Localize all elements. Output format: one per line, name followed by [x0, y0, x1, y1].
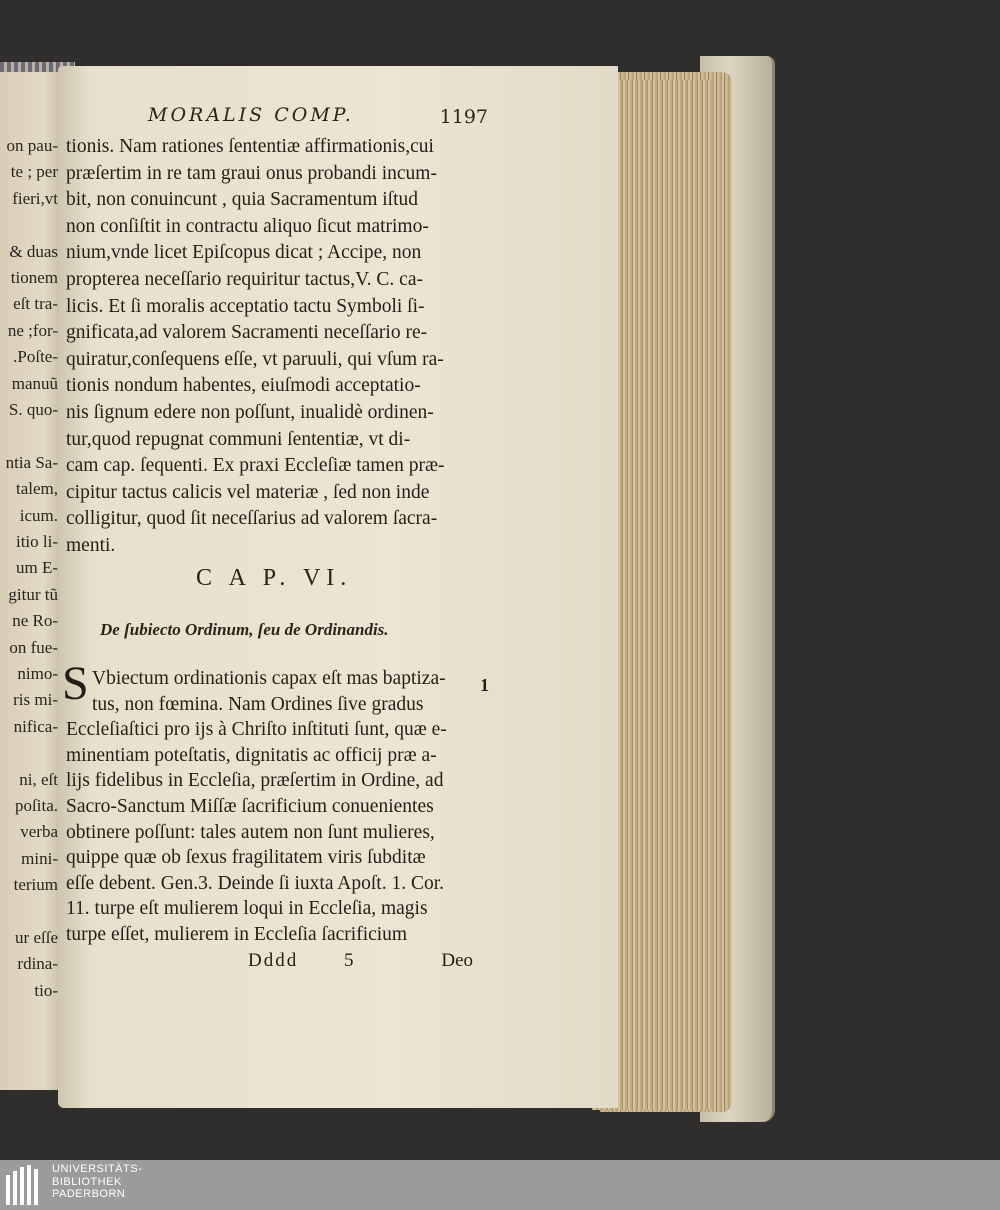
library-footer-bar: [0, 1160, 1000, 1210]
running-head: MORALIS COMP.: [148, 104, 354, 126]
left-page-line: terium: [13, 875, 58, 895]
left-page-line: verba: [20, 822, 58, 842]
left-page-line: manuũ: [11, 373, 58, 393]
text-line: quippe quæ ob ſexus fragilitatem viris ſubditæ: [66, 847, 426, 869]
signature-mark: Dddd: [248, 950, 299, 971]
page-number: 1197: [439, 106, 488, 128]
text-line: nis ſignum edere non poſſunt, inualidè ordinen-: [66, 401, 434, 423]
text-line: præſertim in re tam graui onus probandi incum-: [66, 162, 437, 184]
library-name-line: PADERBORN: [52, 1188, 126, 1200]
text-line: colligitur, quod ſit neceſſarius ad valorem ſacra-: [66, 508, 438, 530]
left-page-line: ntia Sa-: [5, 452, 58, 472]
text-line: Sacro-Sanctum Miſſæ ſacrificium conuenientes: [66, 795, 434, 817]
left-page-line: on fue-: [9, 637, 58, 657]
text-line: tionis. Nam rationes ſententiæ affirmationis,cui: [66, 136, 434, 157]
text-line: propterea neceſſario requiritur tactus,V. C. ca-: [66, 268, 423, 290]
text-line: Vbiectum ordinationis capax eſt mas baptiza-: [92, 668, 446, 689]
left-page-line: icum.: [19, 505, 58, 525]
left-page-line: ris mi-: [13, 690, 58, 710]
left-page-line: & duas: [9, 241, 58, 261]
text-line: tionis nondum habentes, eiuſmodi acceptatio-: [66, 375, 421, 397]
left-page-line: nimo-: [17, 664, 58, 683]
left-page-line: .Poſte-: [13, 347, 58, 367]
left-page-line: talem,: [15, 479, 58, 499]
left-page-line: poſita.: [15, 796, 58, 815]
left-page-line: gitur tũ: [8, 584, 58, 604]
left-page-line: ne ;for-: [7, 320, 58, 340]
text-line: menti.: [66, 534, 116, 556]
left-page-line: on pau-: [6, 136, 58, 155]
text-line: eſſe debent. Gen.3. Deinde ſi iuxta Apoſt. 1. Cor.: [66, 872, 445, 894]
left-page-line: te ; per: [10, 162, 58, 182]
text-line: 11. turpe eſt mulierem loqui in Eccleſia, magis: [66, 898, 428, 920]
left-page-line: tionem: [10, 268, 58, 287]
text-line: tur,quod repugnat communi ſententiæ, vt di-: [66, 428, 411, 450]
library-name: [52, 1163, 142, 1201]
left-page-line: rdina-: [17, 954, 58, 974]
text-line: obtinere poſſunt: tales autem non ſunt mulieres,: [66, 821, 435, 843]
left-page-line: eſt tra-: [13, 294, 58, 314]
signature-number: 5: [344, 950, 354, 971]
text-line: Eccleſiaſtici pro ijs à Chriſto inſtituti ſunt, quæ e-: [66, 719, 447, 741]
text-line: minentiam poteſtatis, dignitatis ac officij præ a-: [66, 744, 437, 766]
left-page-line: itio li-: [15, 532, 58, 551]
margin-number: 1: [480, 675, 489, 695]
left-page-line: ur eſſe: [15, 928, 58, 947]
body-text-top: [66, 134, 486, 560]
text-line: licis. Et ſi moralis acceptatio tactu Symboli ſi-: [66, 295, 425, 317]
text-line: cipitur tactus calicis vel materiæ , ſed non inde: [66, 481, 430, 503]
left-page-line: ne Ro-: [12, 611, 58, 631]
left-page-line: fieri,vt: [12, 188, 58, 208]
text-line: lijs fidelibus in Eccleſia, præſertim in Ordine, ad: [66, 770, 444, 792]
text-line: tus, non fœmina. Nam Ordines ſive gradus: [92, 693, 424, 715]
text-line: bit, non conuincunt , quia Sacramentum iſtud: [66, 189, 419, 211]
text-line: non conſiſtit in contractu aliquo ſicut matrimo-: [66, 215, 429, 237]
catchword: Deo: [441, 950, 473, 971]
text-line: cam cap. ſequenti. Ex praxi Eccleſiæ tamen præ-: [66, 455, 445, 477]
text-line: turpe eſſet, mulierem in Eccleſia ſacrificium: [66, 923, 408, 945]
library-logo-icon: [6, 1165, 44, 1205]
chapter-subtitle: De ſubiecto Ordinum, ſeu de Ordinandis.: [100, 620, 389, 639]
text-line: nium,vnde licet Epiſcopus dicat ; Accipe, non: [66, 242, 422, 264]
left-page-line: ni, eſt: [19, 769, 58, 789]
left-page-line: tio-: [34, 980, 58, 1000]
chapter-heading: C A P. VI.: [196, 565, 353, 591]
left-page-line: mini-: [21, 848, 58, 868]
text-line: gnificata,ad valorem Sacramenti neceſſario re-: [66, 322, 428, 344]
left-page-line: nifica-: [13, 716, 58, 736]
previous-page: [0, 62, 62, 1090]
page-header: [148, 104, 488, 134]
left-page-line: um E-: [15, 558, 58, 578]
drop-capital: S: [62, 657, 89, 710]
body-text-bottom: [66, 666, 478, 948]
page-footer: [248, 950, 473, 978]
library-name-line: UNIVERSITÄTS-: [52, 1163, 143, 1175]
text-line: quiratur,conſequens eſſe, vt paruuli, qui vſum ra-: [66, 348, 444, 370]
left-page-line: S. quo-: [8, 400, 58, 419]
library-name-line: BIBLIOTHEK: [52, 1175, 122, 1188]
